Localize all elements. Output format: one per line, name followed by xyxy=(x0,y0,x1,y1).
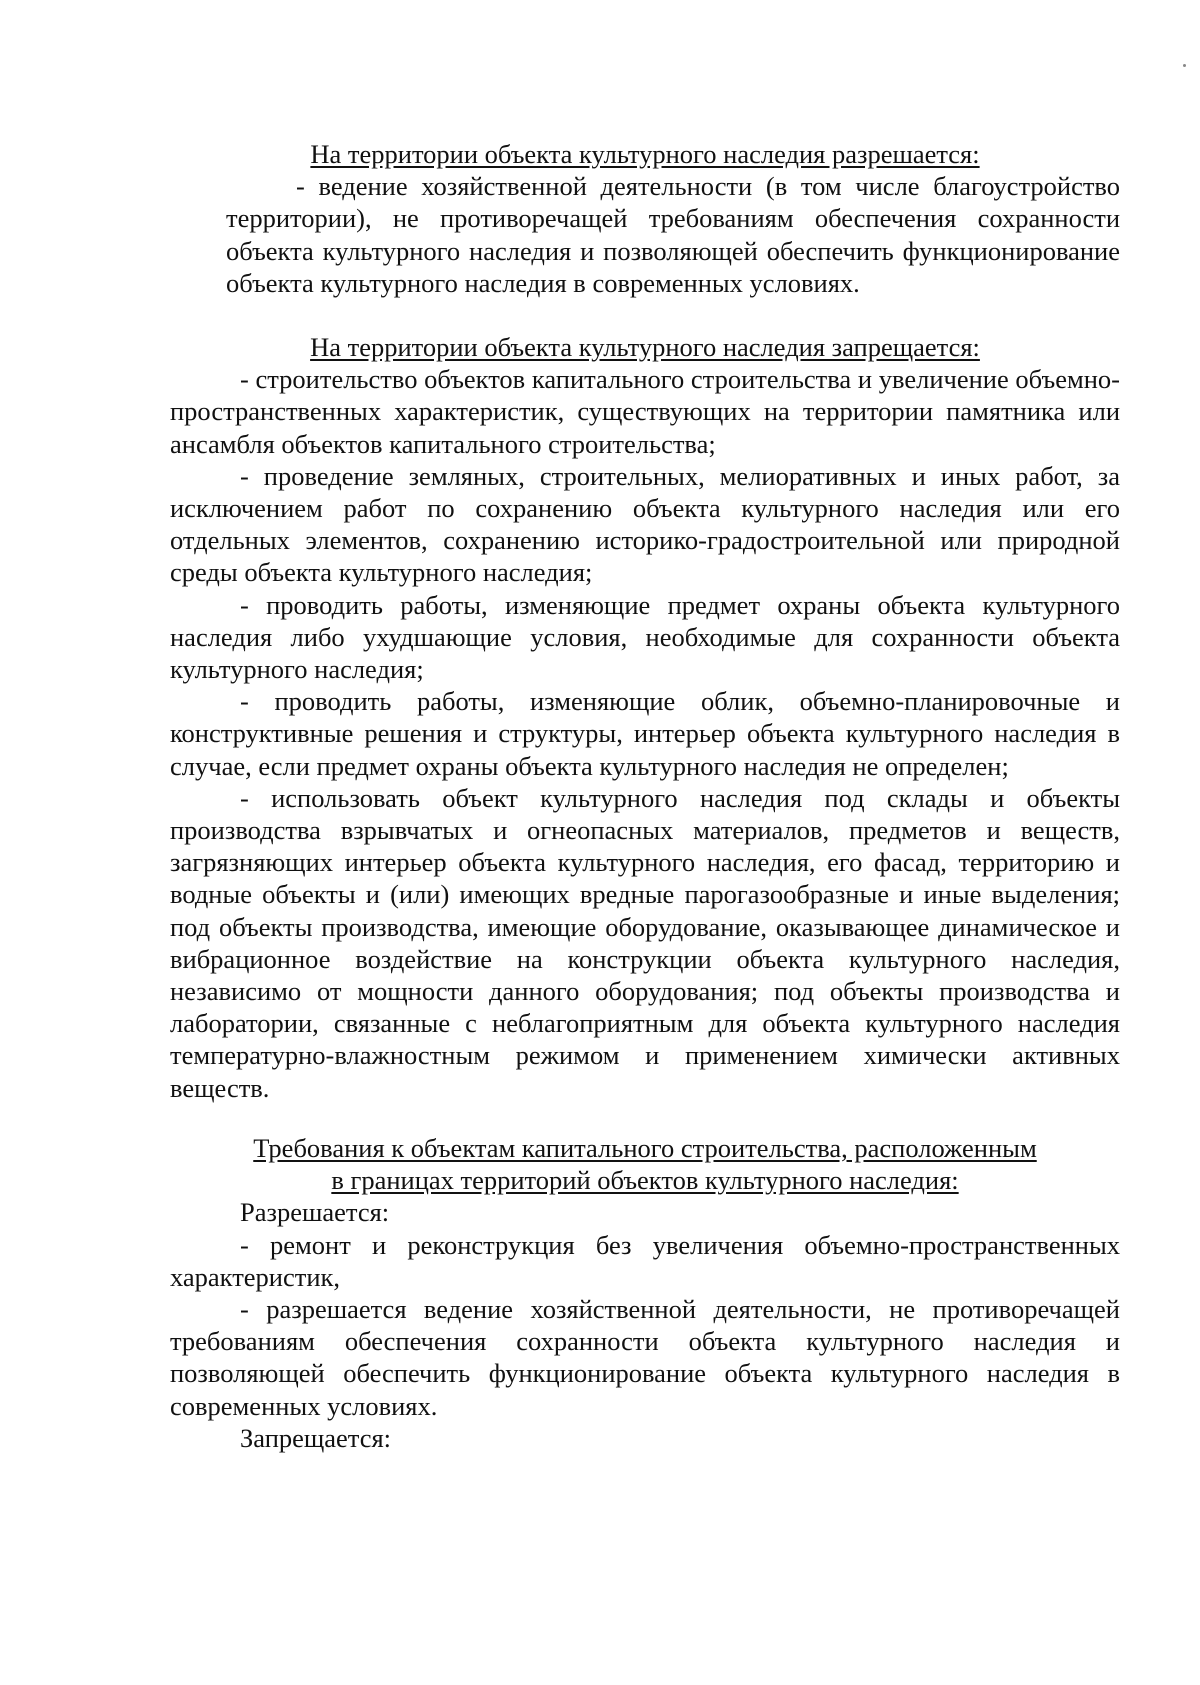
section-heading-forbidden: На территории объекта культурного наследия запрещается: xyxy=(310,332,980,363)
section-heading-allowed: На территории объекта культурного наследия разрешается: xyxy=(310,139,980,169)
requirement-allowed-item: - ремонт и реконструкция без увеличения объемно-пространственных характеристик, xyxy=(170,1229,1120,1292)
section-heading-requirements-line1: Требования к объектам капитального строительства, расположенным xyxy=(253,1132,1037,1163)
forbidden-label: Запрещается: xyxy=(240,1422,392,1453)
forbidden-item: - строительство объектов капитального строительства и увеличение объемно-пространственных характеристик, существующих на территории памятника или ансамбля объектов капитального строительства; xyxy=(170,364,1120,459)
section-heading-requirements-line2: в границах территорий объектов культурного наследия: xyxy=(331,1165,959,1196)
spacer xyxy=(170,1104,1120,1132)
allowed-item: - ведение хозяйственной деятельности (в том числе благоустройство территории), не противоречащей требованиям обеспечения сохранности объекта культурного наследия и позволяющей обеспечить функционирование объекта культурного наследия в современных условиях. xyxy=(226,171,1120,298)
forbidden-item: - проведение земляных, строительных, мелиоративных и иных работ, за исключением работ по сохранению объекта культурного наследия или его отдельных элементов, сохранению историко-градостроительной или природной среды объекта культурного наследия; xyxy=(170,460,1120,588)
requirement-allowed-item: - разрешается ведение хозяйственной деятельности, не противоречащей требованиям обеспечения сохранности объекта культурного наследия и позволяющей обеспечить функционирование объекта культурного наследия в современных условиях. xyxy=(170,1293,1120,1421)
allowed-label: Разрешается: xyxy=(240,1197,390,1228)
document-body xyxy=(170,138,1120,1454)
forbidden-item: - проводить работы, изменяющие облик, объемно-планировочные и конструктивные решения и структуры, интерьер объекта культурного наследия в случае, если предмет охраны объекта культурного наследия не определен; xyxy=(170,686,1120,781)
scan-speck xyxy=(1183,64,1186,67)
spacer xyxy=(170,299,1120,331)
forbidden-item: - проводить работы, изменяющие предмет охраны объекта культурного наследия либо ухудшающие условия, необходимые для сохранности объекта культурного наследия; xyxy=(170,589,1120,685)
forbidden-item: - использовать объект культурного наследия под склады и объекты производства взрывчатых и огнеопасных материалов, предметов и веществ, загрязняющих интерьер объекта культурного наследия, его фасад, территорию и водные объекты и (или) имеющих вредные парогазообразные и иные выделения; под объекты производства, имеющие оборудование, оказывающее динамическое и вибрационное воздействие на конструкции объекта культурного наследия, независимо от мощности данного оборудования; под объекты производства и лаборатории, связанные с неблагоприятным для объекта культурного наследия температурно-влажностным режимом и применением химически активных веществ. xyxy=(170,782,1120,1103)
